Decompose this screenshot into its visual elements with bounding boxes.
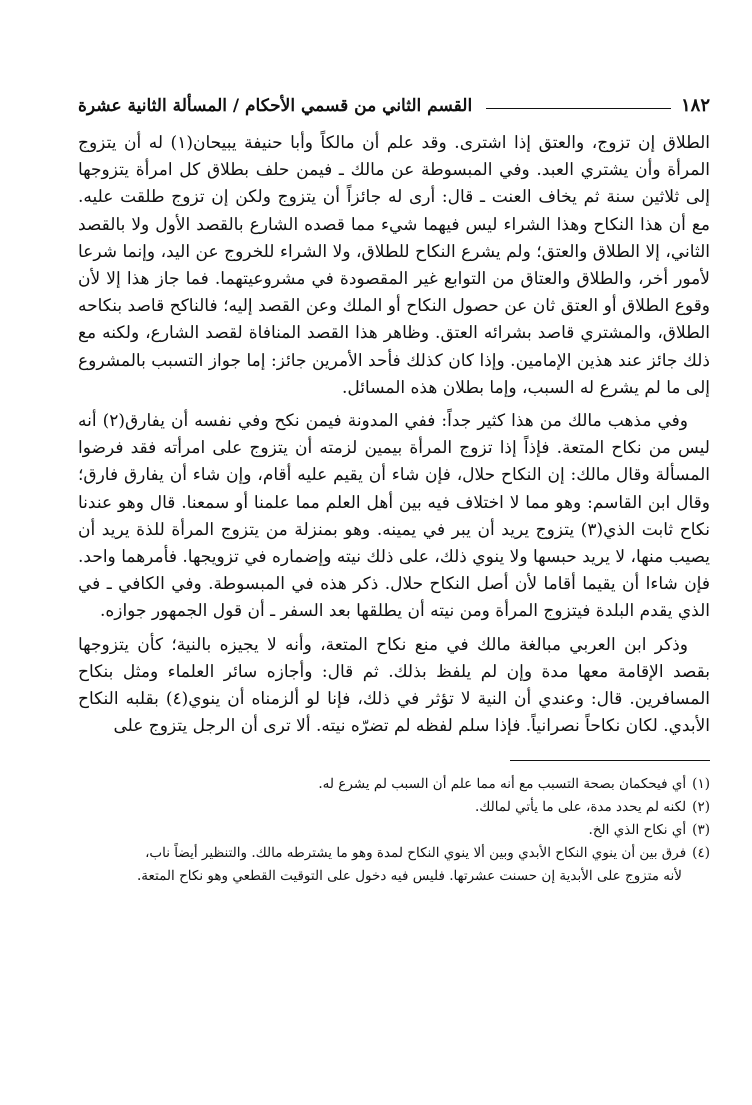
document-page	[78, 86, 710, 1066]
footnote	[78, 796, 710, 819]
footnote-text: لكنه لم يحدد مدة، على ما يأتي لمالك.	[475, 799, 687, 816]
footnote-text: فرق بين أن ينوي النكاح الأبدي وبين ألا ينوي النكاح لمدة وهو ما يشترطه مالك. والتنظير أيضاً ناب،	[145, 845, 687, 862]
footnote-divider	[510, 760, 710, 761]
footnote	[78, 842, 710, 865]
paragraph: وفي مذهب مالك من هذا كثير جداً: ففي المدونة فيمن نكح وفي نفسه أن يفارق(٢) أنه ليس من نكاح المتعة. فإذاً إذا تزوج المرأة بيمين لزمته أن يتزوج على امرأته فقد فرضوا المسألة وقال مالك: إن النكاح حلال، فإن شاء أن يقيم عليه أقام، وإن شاء أن يفارق فارق؛ وقال ابن القاسم: وهو مما لا اختلاف فيه بين أهل العلم مما علمنا أو سمعنا. قال وهو عندنا نكاح ثابت الذي(٣) يتزوج يريد أن يبر في يمينه. وهو بمنزلة من يتزوج المرأة للذة يريد أن يصيب منها، لا يريد حبسها ولا ينوي ذلك، على ذلك نيته وإضماره في تزويجها. فأمرهما واحد. فإن شاءا أن يقيما أقاما لأن أصل النكاح حلال. ذكر هذه في المبسوطة. وفي الكافي ـ في الذي يقدم البلدة فيتزوج المرأة ومن نيته أن يطلقها بعد السفر ـ أن قول الجمهور جوازه.	[78, 411, 711, 622]
footnote-text: أي نكاح الذي الخ.	[588, 822, 687, 839]
page-header	[78, 86, 710, 116]
paragraph: الطلاق إن تزوج، والعتق إذا اشترى. وقد علم أن مالكاً وأبا حنيفة يبيحان(١) له أن يتزوج المرأة وأن يشتري العبد. وفي المبسوطة عن مالك ـ فيمن حلف بطلاق كل امرأة يتزوجها إلى ثلاثين سنة ثم يخاف العنت ـ قال: أرى له جائزاً أن يتزوج ولكن إن تزوج طلقت عليه. مع أن هذا النكاح وهذا الشراء ليس فيهما شيء مما قصده الشارع بالقصد الأول ولا بالقصد الثاني، إلا الطلاق والعتق؛ ولم يشرع النكاح للطلاق، ولا الشراء للخروج عن اليد، وإنما شرعا لأمور أخر، والطلاق والعتاق من التوابع غير المقصودة في مشروعيتهما. فما جاز هذا إلا لأن وقوع الطلاق أو العتق ثان عن حصول النكاح أو الملك وعن القصد إليه؛ فالناكح قاصد بنكاحه الطلاق، والمشتري قاصد بشرائه العتق. وظاهر هذا القصد المنافاة لقصد الشارع، ولكنه مع ذلك جائز عند هذين الإمامين. وإذا كان كذلك فأحد الأمرين جائز: إما جواز التسبب بالمشروع إلى ما لم يشرع له السبب، وإما بطلان هذه المسائل.	[78, 133, 710, 398]
footnote-number: (٢)	[692, 799, 710, 816]
footnote	[78, 773, 710, 796]
main-text	[78, 130, 710, 740]
header-rule	[486, 108, 671, 109]
footnotes	[78, 773, 710, 888]
footnote	[78, 819, 710, 842]
paragraph: وذكر ابن العربي مبالغة مالك في منع نكاح المتعة، وأنه لا يجيزه بالنية؛ كأن يتزوجها بقصد الإقامة معها مدة وإن لم يلفظ بذلك. ثم قال: وأجازه سائر العلماء ومثل بنكاح المسافرين. قال: وعندي أن النية لا تؤثر في ذلك، فإنا لو ألزمناه أن ينوي(٤) بقلبه النكاح الأبدي. لكان نكاحاً نصرانياً. فإذا سلم لفظه لم تضرّه نيته. ألا ترى أن الرجل يتزوج على	[78, 634, 711, 737]
page-number: ١٨٢	[680, 95, 710, 116]
footnote-text: أي فيحكمان بصحة التسبب مع أنه مما علم أن السبب لم يشرع له.	[318, 776, 687, 793]
running-title: القسم الثاني من قسمي الأحكام / المسألة الثانية عشرة	[78, 96, 473, 116]
footnote-number: (١)	[692, 776, 710, 793]
footnote-number: (٣)	[692, 822, 710, 839]
footnote-number: (٤)	[692, 845, 710, 862]
footnote-continuation: لأنه متزوج على الأبدية إن حسنت عشرتها. فليس فيه دخول على التوقيت القطعي وهو نكاح المتعة.	[137, 868, 682, 885]
